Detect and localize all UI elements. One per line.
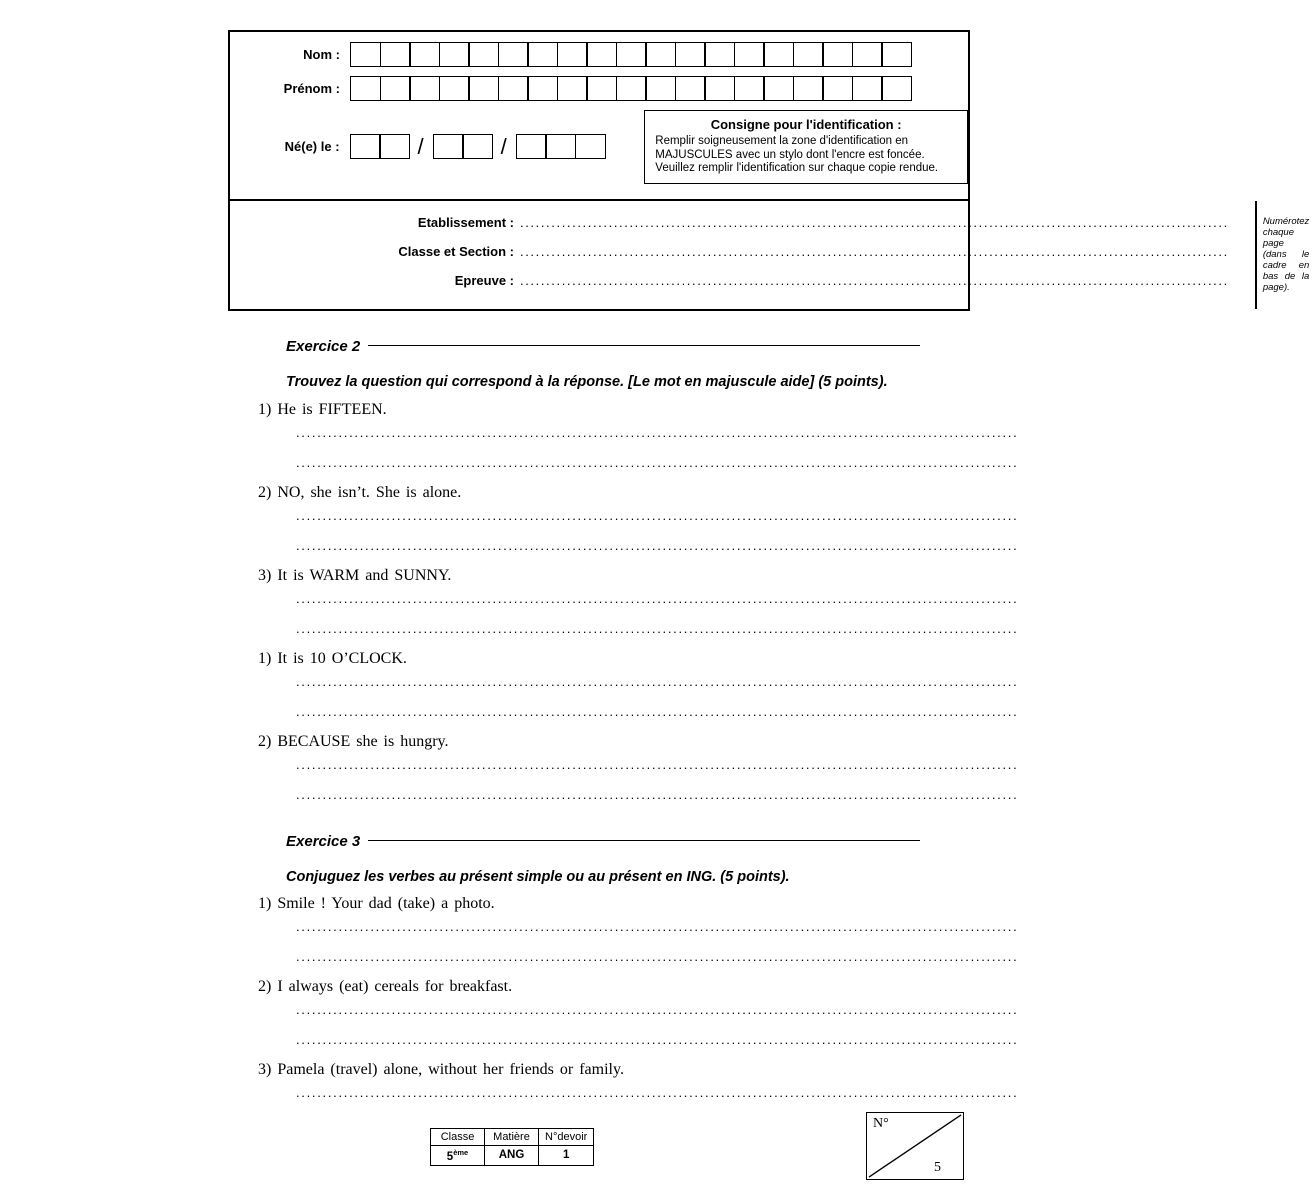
classe-suffix: ème bbox=[453, 1148, 469, 1157]
nom-cell[interactable] bbox=[616, 42, 647, 67]
nom-cell[interactable] bbox=[527, 42, 558, 67]
nom-cells[interactable] bbox=[350, 42, 911, 67]
nom-cell[interactable] bbox=[881, 42, 912, 67]
answer-line[interactable]: ........................................................................................................................................ bbox=[296, 621, 1019, 636]
date-cell[interactable] bbox=[575, 134, 606, 159]
prenom-cell[interactable] bbox=[704, 76, 735, 101]
nom-cell[interactable] bbox=[498, 42, 529, 67]
prenom-cell[interactable] bbox=[380, 76, 411, 101]
etablissement-label: Etablissement : bbox=[417, 214, 514, 230]
answer-line[interactable]: ........................................................................................................................................ bbox=[296, 538, 1019, 553]
answer-line[interactable]: ........................................................................................................................................ bbox=[296, 425, 1019, 440]
answer-line[interactable]: ........................................................................................................................................ bbox=[296, 1002, 1019, 1017]
answer-line[interactable]: ........................................................................................................................................ bbox=[296, 455, 1019, 470]
exercise-block-3 bbox=[228, 833, 1019, 1103]
exercise-2-title: Exercice 2 bbox=[286, 338, 361, 355]
nom-cell[interactable] bbox=[645, 42, 676, 67]
answer-line[interactable]: ........................................................................................................................................ bbox=[296, 591, 1019, 606]
answer-line[interactable]: ........................................................................................................................................ bbox=[296, 508, 1019, 523]
prenom-cell[interactable] bbox=[468, 76, 499, 101]
prenom-cell[interactable] bbox=[645, 76, 676, 101]
prenom-cell[interactable] bbox=[852, 76, 883, 101]
prenom-cell[interactable] bbox=[498, 76, 529, 101]
birthdate-year-cells[interactable] bbox=[516, 134, 605, 159]
nom-cell[interactable] bbox=[350, 42, 381, 67]
prenom-cell[interactable] bbox=[763, 76, 794, 101]
exercise-2-rule bbox=[368, 345, 920, 346]
answer-line[interactable]: ........................................................................................................................................ bbox=[296, 1085, 1019, 1100]
epreuve-row bbox=[230, 273, 1255, 288]
date-cell[interactable] bbox=[545, 134, 576, 159]
date-cell[interactable] bbox=[516, 134, 547, 159]
footer-value-devoir: 1 bbox=[539, 1146, 594, 1166]
page-number-value: 5 bbox=[934, 1160, 941, 1175]
answer-line[interactable]: ........................................................................................................................................ bbox=[296, 674, 1019, 689]
prenom-cell[interactable] bbox=[881, 76, 912, 101]
nom-cell[interactable] bbox=[822, 42, 853, 67]
page-number-label: N° bbox=[873, 1116, 889, 1131]
question-item bbox=[228, 733, 1019, 805]
exercise-3-header bbox=[228, 833, 970, 850]
prenom-cell[interactable] bbox=[793, 76, 824, 101]
question-number: 2) bbox=[258, 733, 272, 750]
question-item bbox=[228, 567, 1019, 639]
nom-cell[interactable] bbox=[557, 42, 588, 67]
exercise-2-header bbox=[228, 338, 970, 355]
identification-bottom bbox=[230, 201, 1310, 309]
question-item bbox=[228, 650, 1019, 722]
prenom-cell[interactable] bbox=[439, 76, 470, 101]
numerotez-box bbox=[1255, 201, 1315, 309]
nom-cell[interactable] bbox=[586, 42, 617, 67]
question-text: Smile ! Your dad (take) a photo. bbox=[277, 895, 495, 912]
date-separator-2: / bbox=[500, 133, 507, 159]
prenom-cell[interactable] bbox=[616, 76, 647, 101]
question-text: I always (eat) cereals for breakfast. bbox=[277, 978, 513, 995]
birthdate-day-cells[interactable] bbox=[350, 134, 409, 159]
classe-section-label: Classe et Section : bbox=[398, 243, 514, 259]
nom-cell[interactable] bbox=[439, 42, 470, 67]
consigne-box bbox=[644, 110, 968, 184]
answer-line[interactable]: ........................................................................................................................................ bbox=[296, 787, 1019, 802]
footer-header-devoir: N°devoir bbox=[539, 1129, 594, 1146]
nom-cell[interactable] bbox=[704, 42, 735, 67]
birthdate-label: Né(e) le : bbox=[284, 139, 340, 155]
birthdate-row bbox=[230, 110, 968, 184]
nom-cell[interactable] bbox=[468, 42, 499, 67]
footer-value-classe bbox=[431, 1146, 485, 1166]
table-row bbox=[431, 1129, 594, 1146]
school-fields bbox=[230, 201, 1255, 309]
exercise-block-2 bbox=[228, 338, 1019, 805]
identification-top bbox=[230, 32, 968, 201]
classe-section-dots[interactable]: ........................................................................................................................................ bbox=[520, 243, 1229, 259]
nom-cell[interactable] bbox=[675, 42, 706, 67]
footer-header-matiere: Matière bbox=[485, 1129, 539, 1146]
date-cell[interactable] bbox=[462, 134, 493, 159]
classe-section-row bbox=[230, 244, 1255, 259]
question-number: 1) bbox=[258, 401, 272, 418]
answer-line[interactable]: ........................................................................................................................................ bbox=[296, 919, 1019, 934]
prenom-cell[interactable] bbox=[350, 76, 381, 101]
prenom-cell[interactable] bbox=[586, 76, 617, 101]
question-number: 3) bbox=[258, 567, 272, 584]
epreuve-label: Epreuve : bbox=[454, 272, 514, 288]
footer-header-classe: Classe bbox=[431, 1129, 485, 1146]
exercise-3-rule bbox=[368, 840, 920, 841]
answer-line[interactable]: ........................................................................................................................................ bbox=[296, 704, 1019, 719]
footer-info-table bbox=[430, 1128, 594, 1166]
question-number: 2) bbox=[258, 978, 272, 995]
question-item bbox=[228, 401, 1019, 473]
prenom-cells[interactable] bbox=[350, 76, 911, 101]
table-row bbox=[431, 1146, 594, 1166]
prenom-cell[interactable] bbox=[675, 76, 706, 101]
prenom-cell[interactable] bbox=[734, 76, 765, 101]
nom-label: Nom : bbox=[303, 47, 340, 62]
nom-cell[interactable] bbox=[763, 42, 794, 67]
nom-cell[interactable] bbox=[793, 42, 824, 67]
page-number-box bbox=[866, 1112, 964, 1180]
exercise-2-instruction: Trouvez la question qui correspond à la réponse. [Le mot en majuscule aide] (5 points). bbox=[286, 374, 888, 390]
classe-number: 5 bbox=[446, 1150, 454, 1163]
date-cell[interactable] bbox=[350, 134, 381, 159]
answer-line[interactable]: ........................................................................................................................................ bbox=[296, 757, 1019, 772]
birthdate-cells[interactable] bbox=[350, 134, 605, 160]
question-text: It is WARM and SUNNY. bbox=[277, 567, 452, 584]
question-item bbox=[228, 484, 1019, 556]
question-text: BECAUSE she is hungry. bbox=[277, 733, 449, 750]
question-text: He is FIFTEEN. bbox=[277, 401, 387, 418]
question-text: Pamela (travel) alone, without her friends or family. bbox=[277, 1061, 624, 1078]
prenom-cell[interactable] bbox=[557, 76, 588, 101]
etablissement-dots[interactable]: ........................................................................................................................................ bbox=[520, 214, 1229, 230]
consigne-text: Remplir soigneusement la zone d'identification en MAJUSCULES avec un stylo dont l'encre est foncée. Veuillez remplir l'identification sur chaque copie rendue. bbox=[655, 135, 939, 174]
question-text: NO, she isn’t. She is alone. bbox=[277, 484, 462, 501]
footer-value-matiere: ANG bbox=[485, 1146, 539, 1166]
nom-cell[interactable] bbox=[734, 42, 765, 67]
date-cell[interactable] bbox=[379, 134, 410, 159]
nom-cell[interactable] bbox=[409, 42, 440, 67]
nom-row bbox=[230, 42, 968, 67]
question-number: 3) bbox=[258, 1061, 272, 1078]
exercises-area bbox=[228, 330, 1019, 1103]
answer-line[interactable]: ........................................................................................................................................ bbox=[296, 949, 1019, 964]
prenom-cell[interactable] bbox=[527, 76, 558, 101]
date-cell[interactable] bbox=[433, 134, 464, 159]
nom-cell[interactable] bbox=[852, 42, 883, 67]
date-separator-1: / bbox=[417, 133, 424, 159]
exercise-3-title: Exercice 3 bbox=[286, 833, 361, 850]
numerotez-note: Numérotez chaque page (dans le cadre en bas de la page). bbox=[1262, 216, 1310, 293]
question-item bbox=[228, 978, 1019, 1050]
birthdate-month-cells[interactable] bbox=[433, 134, 492, 159]
prenom-row bbox=[230, 76, 968, 101]
answer-line[interactable]: ........................................................................................................................................ bbox=[296, 1032, 1019, 1047]
question-item bbox=[228, 895, 1019, 967]
etablissement-row bbox=[230, 215, 1255, 230]
question-number: 1) bbox=[258, 650, 272, 667]
question-number: 1) bbox=[258, 895, 272, 912]
epreuve-dots[interactable]: ........................................................................................................................................ bbox=[520, 272, 1229, 288]
consigne-title: Consigne pour l'identification : bbox=[710, 117, 902, 132]
prenom-cell[interactable] bbox=[822, 76, 853, 101]
identification-box bbox=[228, 30, 1310, 311]
exercise-3-instruction: Conjuguez les verbes au présent simple ou au présent en ING. (5 points). bbox=[286, 869, 790, 885]
prenom-cell[interactable] bbox=[409, 76, 440, 101]
question-item bbox=[228, 1061, 1019, 1103]
prenom-label: Prénom : bbox=[283, 81, 340, 96]
question-number: 2) bbox=[258, 484, 272, 501]
nom-cell[interactable] bbox=[380, 42, 411, 67]
question-text: It is 10 O’CLOCK. bbox=[277, 650, 407, 667]
